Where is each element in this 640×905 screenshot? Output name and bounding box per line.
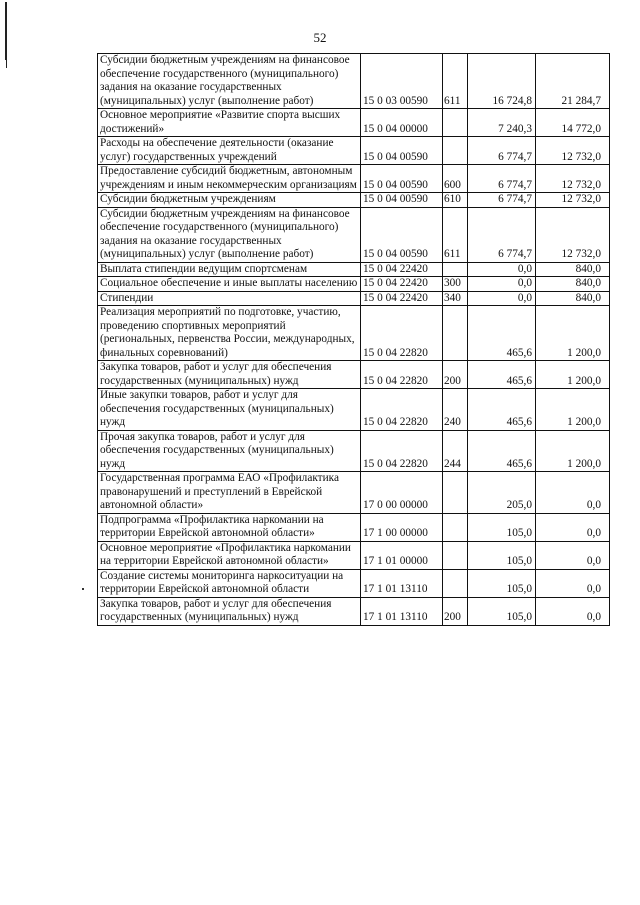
expense-type-code-cell: 240: [443, 389, 468, 431]
amount-second-year-cell: 1 200,0: [536, 430, 610, 472]
amount-second-year-cell: 0,0: [536, 569, 610, 597]
expense-type-code-cell: [443, 472, 468, 514]
amount-first-year-cell: 105,0: [468, 569, 536, 597]
expense-type-code-cell: 611: [443, 54, 468, 109]
expense-name-cell: Субсидии бюджетным учреждениям на финансовое обеспечение государственного (муниципального) задания на оказание государственных (муниципальных) услуг (выполнение работ): [98, 54, 361, 109]
amount-first-year-cell: 105,0: [468, 513, 536, 541]
expense-name-cell: Субсидии бюджетным учреждениям на финансовое обеспечение государственного (муниципального) задания на оказание государственных (муниципальных) услуг (выполнение работ): [98, 207, 361, 262]
amount-second-year-cell: 840,0: [536, 262, 610, 277]
expense-type-code-cell: [443, 569, 468, 597]
table-row: [98, 472, 610, 514]
target-article-code-cell: 17 1 01 13110: [361, 569, 443, 597]
expense-name-cell: Подпрограмма «Профилактика наркомании на территории Еврейской автономной области»: [98, 513, 361, 541]
target-article-code-cell: 15 0 03 00590: [361, 54, 443, 109]
target-article-code-cell: 15 0 04 00590: [361, 207, 443, 262]
target-article-code-cell: 15 0 04 22820: [361, 361, 443, 389]
amount-first-year-cell: 205,0: [468, 472, 536, 514]
expense-name-cell: Создание системы мониторинга наркоситуации на территории Еврейской автономной области: [98, 569, 361, 597]
expense-type-code-cell: [443, 513, 468, 541]
amount-second-year-cell: 14 772,0: [536, 109, 610, 137]
target-article-code-cell: 17 1 01 13110: [361, 597, 443, 625]
expense-type-code-cell: 611: [443, 207, 468, 262]
amount-first-year-cell: 0,0: [468, 291, 536, 306]
amount-second-year-cell: 12 732,0: [536, 165, 610, 193]
target-article-code-cell: 15 0 04 00590: [361, 137, 443, 165]
target-article-code-cell: 15 0 04 22820: [361, 430, 443, 472]
amount-second-year-cell: 0,0: [536, 597, 610, 625]
expense-name-cell: Государственная программа ЕАО «Профилактика правонарушений и преступлений в Еврейской автономной области»: [98, 472, 361, 514]
expense-name-cell: Прочая закупка товаров, работ и услуг для обеспечения государственных (муниципальных) нужд: [98, 430, 361, 472]
table-row: [98, 306, 610, 361]
expense-type-code-cell: [443, 262, 468, 277]
expense-type-code-cell: 200: [443, 597, 468, 625]
target-article-code-cell: 15 0 04 22420: [361, 262, 443, 277]
budget-table-body: [98, 54, 610, 626]
expense-name-cell: Социальное обеспечение и иные выплаты населению: [98, 277, 361, 292]
table-row: [98, 361, 610, 389]
amount-first-year-cell: 6 774,7: [468, 137, 536, 165]
table-row: [98, 193, 610, 208]
amount-first-year-cell: 0,0: [468, 277, 536, 292]
amount-second-year-cell: 0,0: [536, 472, 610, 514]
expense-name-cell: Основное мероприятие «Развитие спорта высших достижений»: [98, 109, 361, 137]
table-row: [98, 137, 610, 165]
expense-type-code-cell: [443, 137, 468, 165]
amount-first-year-cell: 6 774,7: [468, 207, 536, 262]
expense-name-cell: Выплата стипендии ведущим спортсменам: [98, 262, 361, 277]
amount-second-year-cell: 840,0: [536, 291, 610, 306]
expense-name-cell: Закупка товаров, работ и услуг для обеспечения государственных (муниципальных) нужд: [98, 597, 361, 625]
expense-name-cell: Расходы на обеспечение деятельности (оказание услуг) государственных учреждений: [98, 137, 361, 165]
amount-first-year-cell: 0,0: [468, 262, 536, 277]
table-row: [98, 54, 610, 109]
expense-type-code-cell: [443, 109, 468, 137]
amount-second-year-cell: 12 732,0: [536, 137, 610, 165]
target-article-code-cell: 15 0 04 22420: [361, 277, 443, 292]
table-row: [98, 430, 610, 472]
table-row: [98, 291, 610, 306]
amount-first-year-cell: 16 724,8: [468, 54, 536, 109]
expense-name-cell: Основное мероприятие «Профилактика наркомании на территории Еврейской автономной области»: [98, 541, 361, 569]
table-row: [98, 262, 610, 277]
amount-first-year-cell: 465,6: [468, 430, 536, 472]
amount-second-year-cell: 840,0: [536, 277, 610, 292]
amount-first-year-cell: 465,6: [468, 361, 536, 389]
amount-second-year-cell: 0,0: [536, 513, 610, 541]
expense-type-code-cell: [443, 541, 468, 569]
amount-second-year-cell: 12 732,0: [536, 193, 610, 208]
target-article-code-cell: 15 0 04 00000: [361, 109, 443, 137]
table-row: [98, 165, 610, 193]
table-row: [98, 389, 610, 431]
amount-first-year-cell: 105,0: [468, 597, 536, 625]
expense-type-code-cell: 300: [443, 277, 468, 292]
table-row: [98, 541, 610, 569]
expense-name-cell: Предоставление субсидий бюджетным, автономным учреждениям и иным некоммерческим организациям: [98, 165, 361, 193]
target-article-code-cell: 17 1 00 00000: [361, 513, 443, 541]
budget-table: [97, 53, 610, 626]
expense-name-cell: Иные закупки товаров, работ и услуг для обеспечения государственных (муниципальных) нужд: [98, 389, 361, 431]
table-row: [98, 207, 610, 262]
amount-first-year-cell: 465,6: [468, 389, 536, 431]
target-article-code-cell: 15 0 04 22820: [361, 389, 443, 431]
target-article-code-cell: 17 0 00 00000: [361, 472, 443, 514]
table-row: [98, 109, 610, 137]
expense-type-code-cell: [443, 306, 468, 361]
page-number: 52: [313, 30, 327, 45]
target-article-code-cell: 15 0 04 22820: [361, 306, 443, 361]
amount-first-year-cell: 7 240,3: [468, 109, 536, 137]
amount-second-year-cell: 1 200,0: [536, 361, 610, 389]
expense-type-code-cell: 340: [443, 291, 468, 306]
amount-second-year-cell: 21 284,7: [536, 54, 610, 109]
target-article-code-cell: 17 1 01 00000: [361, 541, 443, 569]
table-row: [98, 513, 610, 541]
table-row: [98, 569, 610, 597]
amount-first-year-cell: 465,6: [468, 306, 536, 361]
target-article-code-cell: 15 0 04 22420: [361, 291, 443, 306]
expense-type-code-cell: 600: [443, 165, 468, 193]
amount-first-year-cell: 6 774,7: [468, 165, 536, 193]
target-article-code-cell: 15 0 04 00590: [361, 193, 443, 208]
scan-edge-mark-lower: [6, 58, 7, 68]
expense-type-code-cell: 610: [443, 193, 468, 208]
amount-second-year-cell: 0,0: [536, 541, 610, 569]
expense-name-cell: Стипендии: [98, 291, 361, 306]
expense-type-code-cell: 244: [443, 430, 468, 472]
amount-first-year-cell: 6 774,7: [468, 193, 536, 208]
table-row: [98, 597, 610, 625]
amount-second-year-cell: 1 200,0: [536, 306, 610, 361]
amount-second-year-cell: 12 732,0: [536, 207, 610, 262]
amount-first-year-cell: 105,0: [468, 541, 536, 569]
expense-type-code-cell: 200: [443, 361, 468, 389]
expense-name-cell: Закупка товаров, работ и услуг для обеспечения государственных (муниципальных) нужд: [98, 361, 361, 389]
amount-second-year-cell: 1 200,0: [536, 389, 610, 431]
expense-name-cell: Реализация мероприятий по подготовке, участию, проведению спортивных мероприятий (региональных, первенства России, международных, финальных соревнований): [98, 306, 361, 361]
target-article-code-cell: 15 0 04 00590: [361, 165, 443, 193]
table-row: [98, 277, 610, 292]
scan-speck: [82, 588, 84, 590]
expense-name-cell: Субсидии бюджетным учреждениям: [98, 193, 361, 208]
